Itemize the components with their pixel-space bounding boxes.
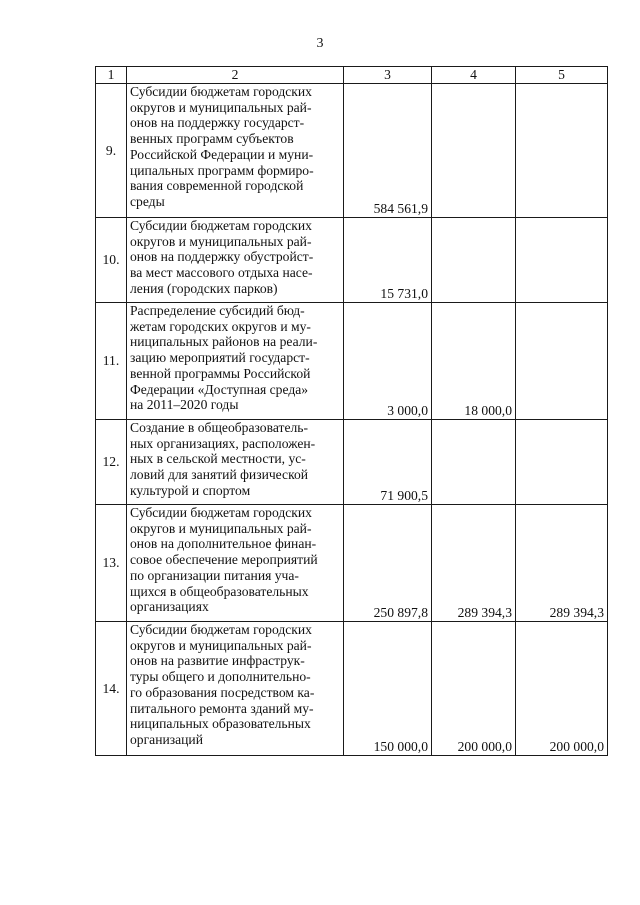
description-line: Создание в общеобразователь- xyxy=(130,420,308,435)
value-col3: 71 900,5 xyxy=(344,420,432,505)
description-line: ных организациях, расположен- xyxy=(130,435,316,451)
value-col4 xyxy=(432,84,516,218)
description-line: ниципальных районов на реали- xyxy=(130,334,318,350)
description-line: по организации питания уча- xyxy=(130,567,299,583)
row-number: 12. xyxy=(96,420,127,505)
table-row xyxy=(96,420,608,505)
value-col4 xyxy=(432,420,516,505)
value-col5: 289 394,3 xyxy=(516,505,608,622)
value-col4: 18 000,0 xyxy=(432,303,516,420)
description-line: округов и муниципальных рай- xyxy=(130,520,312,536)
row-description xyxy=(127,505,344,622)
description-line: округов и муниципальных рай- xyxy=(130,637,312,653)
value-col4: 200 000,0 xyxy=(432,622,516,756)
value-col3: 250 897,8 xyxy=(344,505,432,622)
description-line: округов и муниципальных рай- xyxy=(130,233,312,249)
description-line: Распределение субсидий бюд- xyxy=(130,303,305,318)
value-col3: 584 561,9 xyxy=(344,84,432,218)
description-line: организаций xyxy=(130,731,203,747)
column-header-5: 5 xyxy=(516,67,608,84)
table-row xyxy=(96,622,608,756)
description-line: ных в сельской местности, ус- xyxy=(130,451,306,467)
description-line: организациях xyxy=(130,599,209,615)
description-line: Субсидии бюджетам городских xyxy=(130,218,312,233)
value-col5 xyxy=(516,420,608,505)
value-col4 xyxy=(432,218,516,303)
table-row xyxy=(96,218,608,303)
description-line: го образования посредством ка- xyxy=(130,684,315,700)
row-number: 11. xyxy=(96,303,127,420)
subsidy-table xyxy=(95,66,608,756)
row-description xyxy=(127,622,344,756)
description-line: онов на поддержку государст- xyxy=(130,115,305,131)
value-col5 xyxy=(516,84,608,218)
description-line: культурой и спортом xyxy=(130,482,251,498)
description-line: округов и муниципальных рай- xyxy=(130,99,312,115)
row-description xyxy=(127,84,344,218)
value-col5 xyxy=(516,218,608,303)
column-header-3: 3 xyxy=(344,67,432,84)
row-number: 9. xyxy=(96,84,127,218)
table-row xyxy=(96,303,608,420)
description-line: совое обеспечение мероприятий xyxy=(130,552,318,568)
description-line: венной программы Российской xyxy=(130,365,311,381)
description-line: ловий для занятий физической xyxy=(130,467,309,483)
description-line: ципальных программ формиро- xyxy=(130,162,314,178)
row-description xyxy=(127,303,344,420)
value-col5: 200 000,0 xyxy=(516,622,608,756)
row-number: 14. xyxy=(96,622,127,756)
description-line: среды xyxy=(130,193,165,209)
table-header-row xyxy=(96,67,608,84)
description-line: на 2011–2020 годы xyxy=(130,397,239,413)
description-line: жетам городских округов и му- xyxy=(130,318,311,334)
table-row xyxy=(96,84,608,218)
column-header-2: 2 xyxy=(127,67,344,84)
description-line: Российской Федерации и муни- xyxy=(130,146,314,162)
description-line: ва мест массового отдыха насе- xyxy=(130,265,313,281)
description-line: туры общего и дополнительно- xyxy=(130,669,311,685)
column-header-4: 4 xyxy=(432,67,516,84)
description-line: онов на развитие инфраструк- xyxy=(130,653,305,669)
description-line: вания современной городской xyxy=(130,178,304,194)
description-line: зацию мероприятий государст- xyxy=(130,350,310,366)
description-line: щихся в общеобразовательных xyxy=(130,583,309,599)
description-line: питального ремонта зданий му- xyxy=(130,700,314,716)
description-line: Субсидии бюджетам городских xyxy=(130,505,312,520)
row-description xyxy=(127,420,344,505)
row-number: 10. xyxy=(96,218,127,303)
table-row xyxy=(96,505,608,622)
page-number: 3 xyxy=(316,36,324,51)
value-col3: 15 731,0 xyxy=(344,218,432,303)
description-line: Субсидии бюджетам городских xyxy=(130,84,312,99)
description-line: онов на дополнительное финан- xyxy=(130,536,317,552)
column-header-1: 1 xyxy=(96,67,127,84)
value-col4: 289 394,3 xyxy=(432,505,516,622)
description-line: ления (городских парков) xyxy=(130,280,278,296)
description-line: венных программ субъектов xyxy=(130,131,294,147)
description-line: ниципальных образовательных xyxy=(130,716,311,732)
description-line: Субсидии бюджетам городских xyxy=(130,622,312,637)
value-col3: 3 000,0 xyxy=(344,303,432,420)
description-line: онов на поддержку обустройст- xyxy=(130,249,314,265)
row-description xyxy=(127,218,344,303)
description-line: Федерации «Доступная среда» xyxy=(130,381,309,397)
value-col5 xyxy=(516,303,608,420)
row-number: 13. xyxy=(96,505,127,622)
value-col3: 150 000,0 xyxy=(344,622,432,756)
